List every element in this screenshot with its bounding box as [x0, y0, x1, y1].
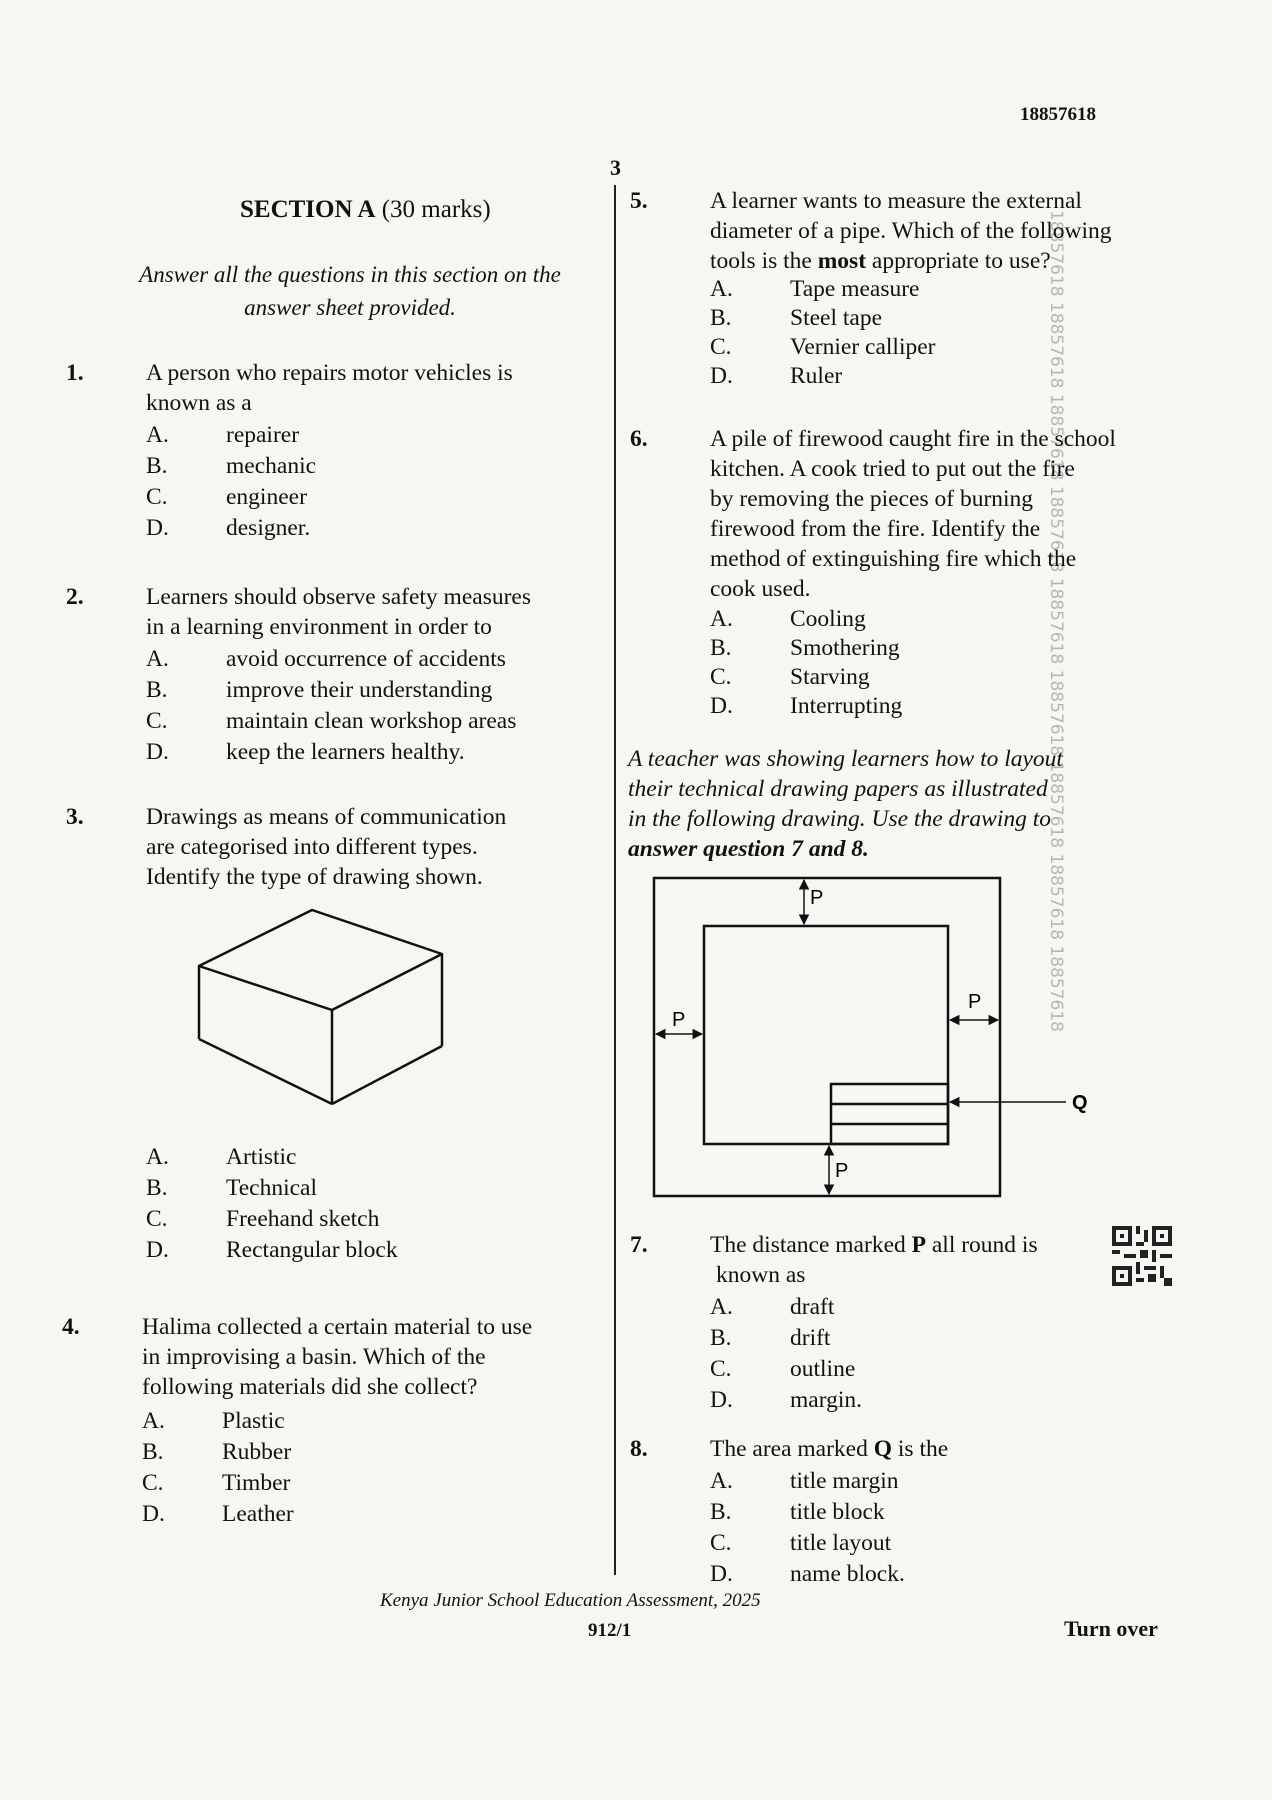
option-c: C. Starving [710, 664, 870, 690]
option-b: B. Smothering [710, 635, 900, 661]
question-3: 3. Drawings as means of communication are categorised into different types. Identify the type of drawing shown. A. Artistic B. Technical C. Freehand sketch D. Rectangular block [66, 802, 606, 1282]
paper-code: 912/1 [588, 1620, 632, 1641]
option-d: D. name block. [710, 1561, 905, 1587]
option-c: C. maintain clean workshop areas [146, 708, 517, 734]
option-a: A. draft [710, 1294, 835, 1320]
option-b: B. Steel tape [710, 305, 883, 331]
option-c: C. outline [710, 1356, 856, 1382]
option-d: D. Interrupting [710, 693, 903, 719]
turn-over-label: Turn over [1064, 1616, 1158, 1641]
option-d: D. Rectangular block [146, 1237, 398, 1263]
label-p-right: P [968, 991, 982, 1013]
option-b: B. mechanic [146, 453, 317, 479]
option-a: A. title margin [710, 1468, 899, 1494]
option-a: A. Artistic [146, 1144, 297, 1170]
section-instruction: Answer all the questions in this section on the answer sheet provided. [139, 262, 561, 320]
qr-code-icon [1112, 1226, 1172, 1286]
option-a: A. repairer [146, 422, 300, 448]
drawing-frame [704, 926, 948, 1144]
label-p-top: P [810, 887, 824, 909]
exam-title-footer: Kenya Junior School Education Assessment, 2025 [380, 1590, 761, 1611]
option-d: D. Ruler [710, 363, 843, 389]
drawing-sheet-layout-diagram [648, 870, 1118, 1200]
option-a: A. Tape measure [710, 276, 920, 302]
option-a: A. avoid occurrence of accidents [146, 646, 506, 672]
security-watermark: 18857618 18857618 18857618 18857618 18857618 18857618 18857618 18857618 18857618 [1046, 210, 1066, 1032]
option-b: B. drift [710, 1325, 831, 1351]
label-p-bottom: P [835, 1160, 849, 1182]
option-a: A. Cooling [710, 606, 866, 632]
title-block [831, 1084, 948, 1144]
isometric-block-drawing [192, 906, 452, 1116]
option-d: D. Leather [142, 1501, 294, 1527]
option-c: C. engineer [146, 484, 307, 510]
option-b: B. Rubber [142, 1439, 292, 1465]
option-b: B. title block [710, 1499, 885, 1525]
page-number: 3 [610, 155, 621, 180]
option-c: C. title layout [710, 1530, 892, 1556]
option-b: B. Technical [146, 1175, 317, 1201]
diagram-preamble: A teacher was showing learners how to layout their technical drawing papers as illustrated in the following drawing. Use the drawing to answer question 7 and 8. [628, 746, 1063, 862]
label-q: Q [1072, 1092, 1088, 1114]
option-c: C. Timber [142, 1470, 291, 1496]
label-p-left: P [672, 1009, 686, 1031]
option-d: D. designer. [146, 515, 311, 541]
option-b: B. improve their understanding [146, 677, 493, 703]
serial-number: 18857618 [1020, 104, 1096, 125]
option-c: C. Freehand sketch [146, 1206, 380, 1232]
option-a: A. Plastic [142, 1408, 285, 1434]
option-d: D. keep the learners healthy. [146, 739, 465, 765]
option-d: D. margin. [710, 1387, 863, 1413]
option-c: C. Vernier calliper [710, 334, 936, 360]
column-divider [614, 185, 616, 1575]
section-title: SECTION A (30 marks) [240, 196, 491, 223]
